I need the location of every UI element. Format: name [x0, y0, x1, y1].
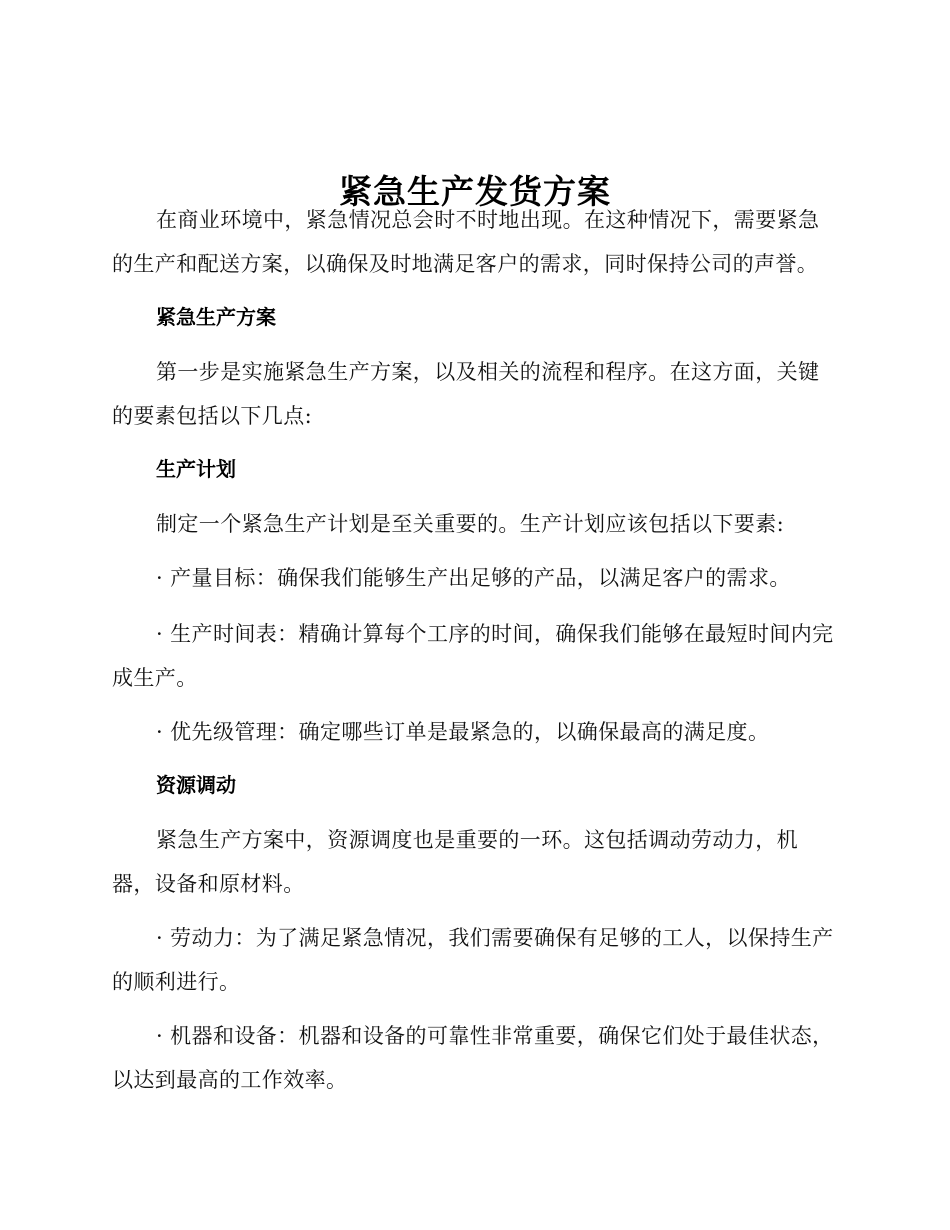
section-paragraph-resource-mobilization: 紧急生产方案中，资源调度也是重要的一环。这包括调动劳动力，机器，设备和原材料。 — [112, 828, 798, 896]
bullet-item-labor: · 劳动力：为了满足紧急情况，我们需要确保有足够的工人，以保持生产的顺利进行。 — [112, 916, 837, 1004]
section-heading-resource-mobilization: 资源调动 — [156, 773, 236, 797]
bullet-item-machines-equipment: · 机器和设备：机器和设备的可靠性非常重要，确保它们处于最佳状态，以达到最高的工作效率。 — [112, 1014, 837, 1102]
section-paragraph-production-plan: 制定一个紧急生产计划是至关重要的。生产计划应该包括以下要素: — [156, 512, 785, 536]
intro-paragraph: 在商业环境中，紧急情况总会时不时地出现。在这种情况下，需要紧急的生产和配送方案，以确保及时地满足客户的需求，同时保持公司的声誉。 — [112, 208, 820, 276]
bullet-item-priority-management: · 优先级管理：确定哪些订单是最紧急的，以确保最高的满足度。 — [112, 710, 837, 754]
bullet-item-output-target: · 产量目标：确保我们能够生产出足够的产品，以满足客户的需求。 — [112, 556, 837, 600]
document-title: 紧急生产发货方案 — [339, 172, 611, 212]
section-heading-production-plan: 生产计划 — [156, 457, 236, 481]
section-heading-emergency-production: 紧急生产方案 — [156, 305, 276, 329]
section-paragraph-emergency-production: 第一步是实施紧急生产方案，以及相关的流程和程序。在这方面，关键的要素包括以下几点: — [112, 360, 820, 428]
bullet-item-production-schedule: · 生产时间表：精确计算每个工序的时间，确保我们能够在最短时间内完成生产。 — [112, 612, 837, 700]
